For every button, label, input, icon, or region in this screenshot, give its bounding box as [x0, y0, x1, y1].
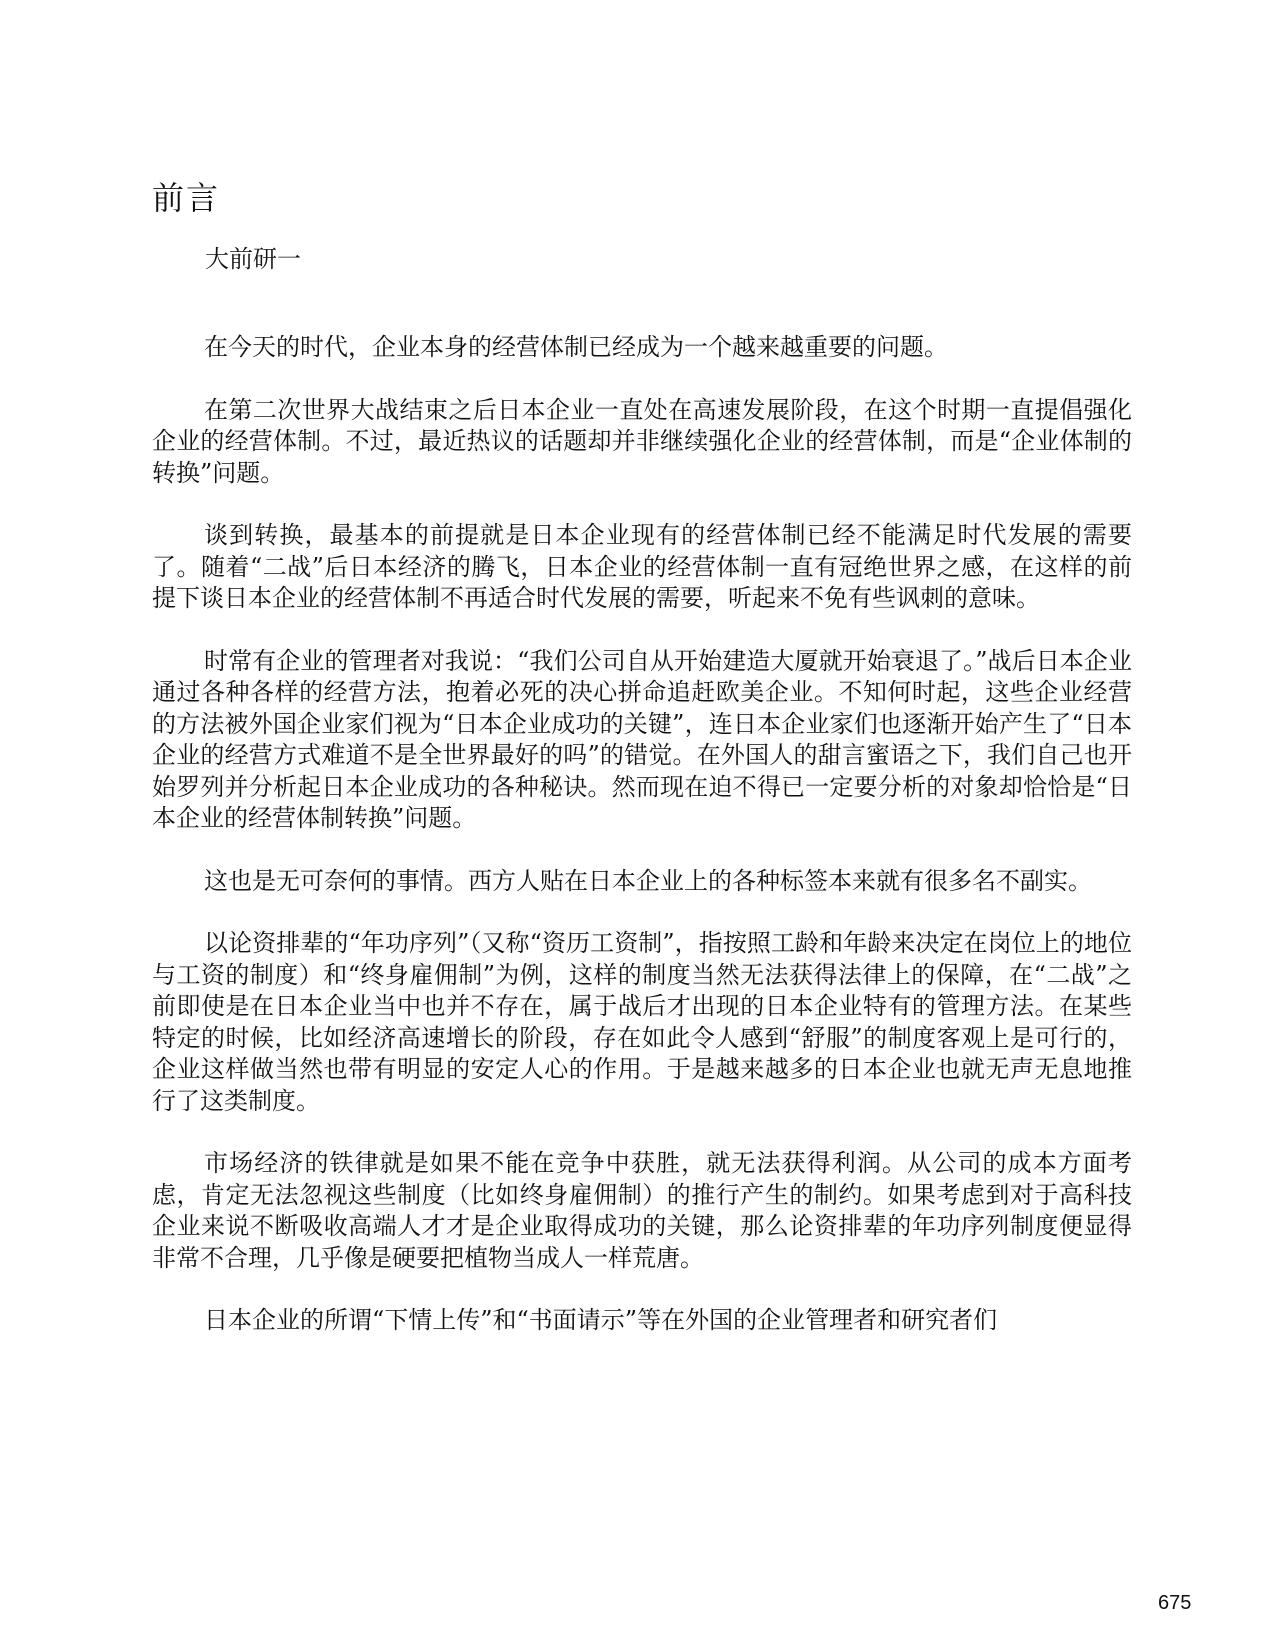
paragraph: 在今天的时代，企业本身的经营体制已经成为一个越来越重要的问题。: [204, 333, 948, 361]
paragraph: 谈到转换，最基本的前提就是日本企业现有的经营体制已经不能满足时代发展的需要了。随着“二战”后日本经济的腾飞，日本企业的经营体制一直有冠绝世界之感，在这样的前提下谈日本企业的经营体制不再适合时代发展的需要，听起来不免有些讽刺的意味。: [152, 521, 1132, 612]
paragraph: 市场经济的铁律就是如果不能在竞争中获胜，就无法获得利润。从公司的成本方面考虑，肯定无法忽视这些制度（比如终身雇佣制）的推行产生的制约。如果考虑到对于高科技企业来说不断吸收高端人才才是企业取得成功的关键，那么论资排辈的年功序列制度便显得非常不合理，几乎像是硬要把植物当成人一样荒唐。: [152, 1149, 1132, 1272]
paragraph: 时常有企业的管理者对我说：“我们公司自从开始建造大厦就开始衰退了。”战后日本企业通过各种各样的经营方法，抱着必死的决心拼命追赶欧美企业。不知何时起，这些企业经营的方法被外国企业家们视为“日本企业成功的关键”，连日本企业家们也逐渐开始产生了“日本企业的经营方式难道不是全世界最好的吗”的错觉。在外国人的甜言蜜语之下，我们自己也开始罗列并分析起日本企业成功的各种秘诀。然而现在迫不得已一定要分析的对象却恰恰是“日本企业的经营体制转换”问题。: [152, 646, 1132, 832]
paragraph: 这也是无可奈何的事情。西方人贴在日本企业上的各种标签本来就有很多名不副实。: [204, 866, 1092, 895]
author-name: 大前研一: [205, 245, 301, 273]
page-number: 675: [1158, 1592, 1192, 1614]
paragraph: 日本企业的所谓“下情上传”和“书面请示”等在外国的企业管理者和研究者们: [204, 1306, 998, 1334]
page-title: 前言: [152, 179, 221, 217]
paragraph: 在第二次世界大战结束之后日本企业一直处在高速发展阶段，在这个时期一直提倡强化企业的经营体制。不过，最近热议的话题却并非继续强化企业的经营体制，而是“企业体制的转换”问题。: [152, 395, 1132, 487]
paragraph: 以论资排辈的“年功序列”（又称“资历工资制”，指按照工龄和年龄来决定在岗位上的地位与工资的制度）和“终身雇佣制”为例，这样的制度当然无法获得法律上的保障，在“二战”之前即使是在日本企业当中也并不存在，属于战后才出现的日本企业特有的管理方法。在某些特定的时候，比如经济高速增长的阶段，存在如此令人感到“舒服”的制度客观上是可行的，企业这样做当然也带有明显的安定人心的作用。于是越来越多的日本企业也就无声无息地推行了这类制度。: [152, 929, 1132, 1115]
body-text: [152, 332, 1132, 1368]
